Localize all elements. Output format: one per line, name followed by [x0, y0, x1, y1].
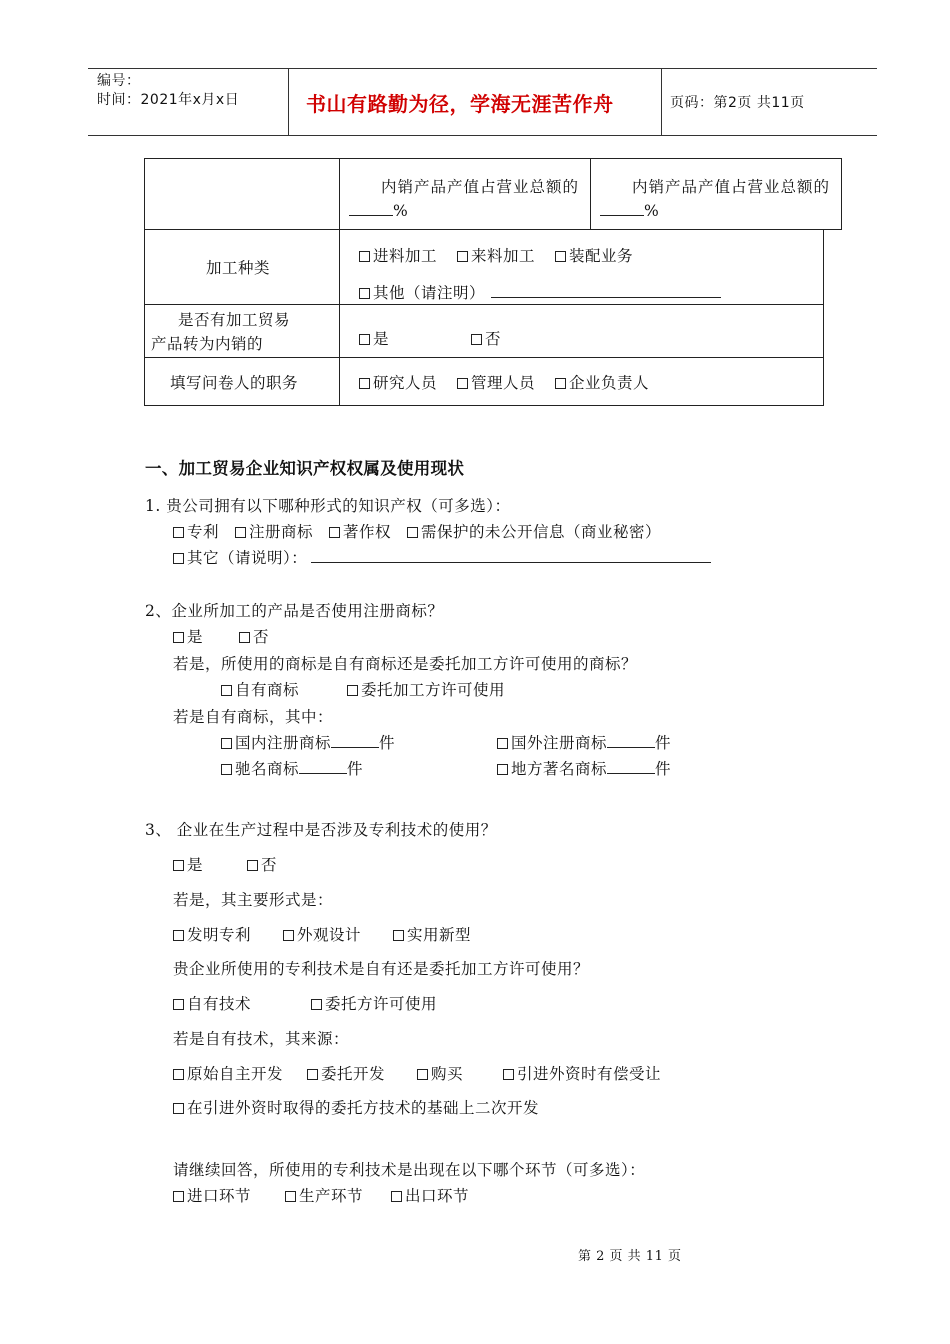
- row1-col3-blank[interactable]: [600, 201, 644, 216]
- checkbox-trade-secret[interactable]: 需保护的未公开信息（商业秘密）: [407, 523, 661, 541]
- q3-continue: 请继续回答，所使用的专利技术是出现在以下哪个环节（可多选）：: [173, 1161, 646, 1179]
- header-divider-left: [288, 68, 289, 136]
- header-bottom-rule: [88, 135, 877, 136]
- checkbox-other-processing[interactable]: 其他（请注明）: [359, 284, 485, 302]
- row1-col2-blank[interactable]: [349, 201, 393, 216]
- q3-source-question: 贵企业所使用的专利技术是自有还是委托加工方许可使用？: [173, 960, 590, 978]
- checkbox-q2-yes[interactable]: 是: [173, 628, 203, 646]
- q1-other-blank[interactable]: [311, 548, 711, 563]
- q3-form-options: [173, 925, 471, 945]
- checkbox-q1-other[interactable]: 其它（请说明）：: [173, 549, 307, 567]
- count-local-famous-blank[interactable]: [607, 759, 655, 774]
- row2-other: [359, 283, 721, 303]
- q2-text: 2、企业所加工的产品是否使用注册商标？: [145, 602, 444, 620]
- q1-text: 1. 贵公司拥有以下哪种形式的知识产权（可多选）：: [145, 497, 511, 515]
- row1-col2-text: 内销产品产值占营业总额的%: [349, 175, 585, 223]
- q1-other: [173, 548, 711, 568]
- row2-label: 加工种类: [206, 259, 271, 277]
- checkbox-q2-no[interactable]: 否: [239, 628, 269, 646]
- checkbox-trademark[interactable]: 注册商标: [235, 523, 313, 541]
- checkbox-import-stage[interactable]: 进口环节: [173, 1187, 251, 1205]
- checkbox-own-tech[interactable]: 自有技术: [173, 995, 251, 1013]
- checkbox-transferred[interactable]: 引进外资时有偿受让: [503, 1065, 661, 1083]
- count-foreign-blank[interactable]: [607, 733, 655, 748]
- count-domestic-blank[interactable]: [331, 733, 379, 748]
- checkbox-researcher[interactable]: 研究人员: [359, 374, 437, 392]
- row3-label-line1: 是否有加工贸易: [178, 311, 291, 329]
- header-time-label: 时间：2021年x月x日: [97, 92, 240, 108]
- count-local-famous: 地方著名商标 件: [497, 759, 671, 779]
- q2-follow-options: [221, 680, 505, 700]
- checkbox-assembly[interactable]: 装配业务: [555, 247, 633, 265]
- row2-other-blank[interactable]: [491, 283, 721, 298]
- checkbox-executive[interactable]: 企业负责人: [555, 374, 649, 392]
- q3-options: [173, 855, 277, 875]
- checkbox-invention[interactable]: 发明专利: [173, 926, 251, 944]
- row4-label: 填写问卷人的职务: [170, 374, 299, 392]
- checkbox-production-stage[interactable]: 生产环节: [285, 1187, 363, 1205]
- checkbox-q3-no[interactable]: 否: [247, 856, 277, 874]
- row1-col3-text: 内销产品产值占营业总额的%: [600, 175, 836, 223]
- q3-own: 若是自有技术，其来源：: [173, 1030, 350, 1048]
- checkbox-utility[interactable]: 实用新型: [393, 926, 471, 944]
- checkbox-commissioned[interactable]: 委托开发: [307, 1065, 385, 1083]
- q3-form: 若是，其主要形式是：: [173, 891, 334, 909]
- checkbox-material-processing[interactable]: 来料加工: [457, 247, 535, 265]
- checkbox-q3-yes[interactable]: 是: [173, 856, 203, 874]
- header-page-label: 页码：第2页 共11页: [670, 95, 805, 111]
- checkbox-secondary-dev[interactable]: 在引进外资时取得的委托方技术的基础上二次开发: [173, 1099, 539, 1117]
- checkbox-no[interactable]: 否: [471, 330, 501, 348]
- checkbox-yes[interactable]: 是: [359, 330, 389, 348]
- count-famous: 驰名商标 件: [221, 759, 363, 779]
- q3-source-options: [173, 994, 437, 1014]
- header-divider-right: [661, 68, 662, 136]
- footer-page-number: 第 2 页 共 11 页: [578, 1249, 682, 1264]
- checkbox-export-stage[interactable]: 出口环节: [391, 1187, 469, 1205]
- checkbox-own-trademark[interactable]: 自有商标: [221, 681, 299, 699]
- count-famous-blank[interactable]: [299, 759, 347, 774]
- checkbox-purchased[interactable]: 购买: [417, 1065, 463, 1083]
- section-title: 一、加工贸易企业知识产权权属及使用现状: [145, 459, 465, 478]
- header-top-rule: [88, 68, 877, 69]
- q2-own: 若是自有商标，其中：: [173, 708, 334, 726]
- q1-options: [173, 522, 661, 542]
- checkbox-patent[interactable]: 专利: [173, 523, 219, 541]
- checkbox-licensed-trademark[interactable]: 委托加工方许可使用: [347, 681, 505, 699]
- checkbox-import-processing[interactable]: 进料加工: [359, 247, 437, 265]
- checkbox-manager[interactable]: 管理人员: [457, 374, 535, 392]
- header-motto: 书山有路勤为径，学海无涯苦作舟: [306, 92, 614, 116]
- q2-options: [173, 627, 269, 647]
- row3-options: [359, 329, 501, 349]
- q2-follow: 若是，所使用的商标是自有商标还是委托加工方许可使用的商标？: [173, 655, 638, 673]
- count-foreign: 国外注册商标 件: [497, 733, 671, 753]
- checkbox-licensed-tech[interactable]: 委托方许可使用: [311, 995, 437, 1013]
- count-domestic: 国内注册商标 件: [221, 733, 395, 753]
- row4-options: [359, 373, 649, 393]
- checkbox-self-developed[interactable]: 原始自主开发: [173, 1065, 283, 1083]
- header-number-label: 编号：: [97, 73, 141, 89]
- q3-own-options: [173, 1064, 661, 1084]
- row3-label-line2: 产品转为内销的: [151, 335, 264, 353]
- q3-own-option5: [173, 1098, 539, 1118]
- checkbox-design[interactable]: 外观设计: [283, 926, 361, 944]
- row2-options: [359, 246, 653, 266]
- q3-text: 3、 企业在生产过程中是否涉及专利技术的使用？: [145, 821, 497, 839]
- q3-stage-options: [173, 1186, 469, 1206]
- checkbox-copyright[interactable]: 著作权: [329, 523, 391, 541]
